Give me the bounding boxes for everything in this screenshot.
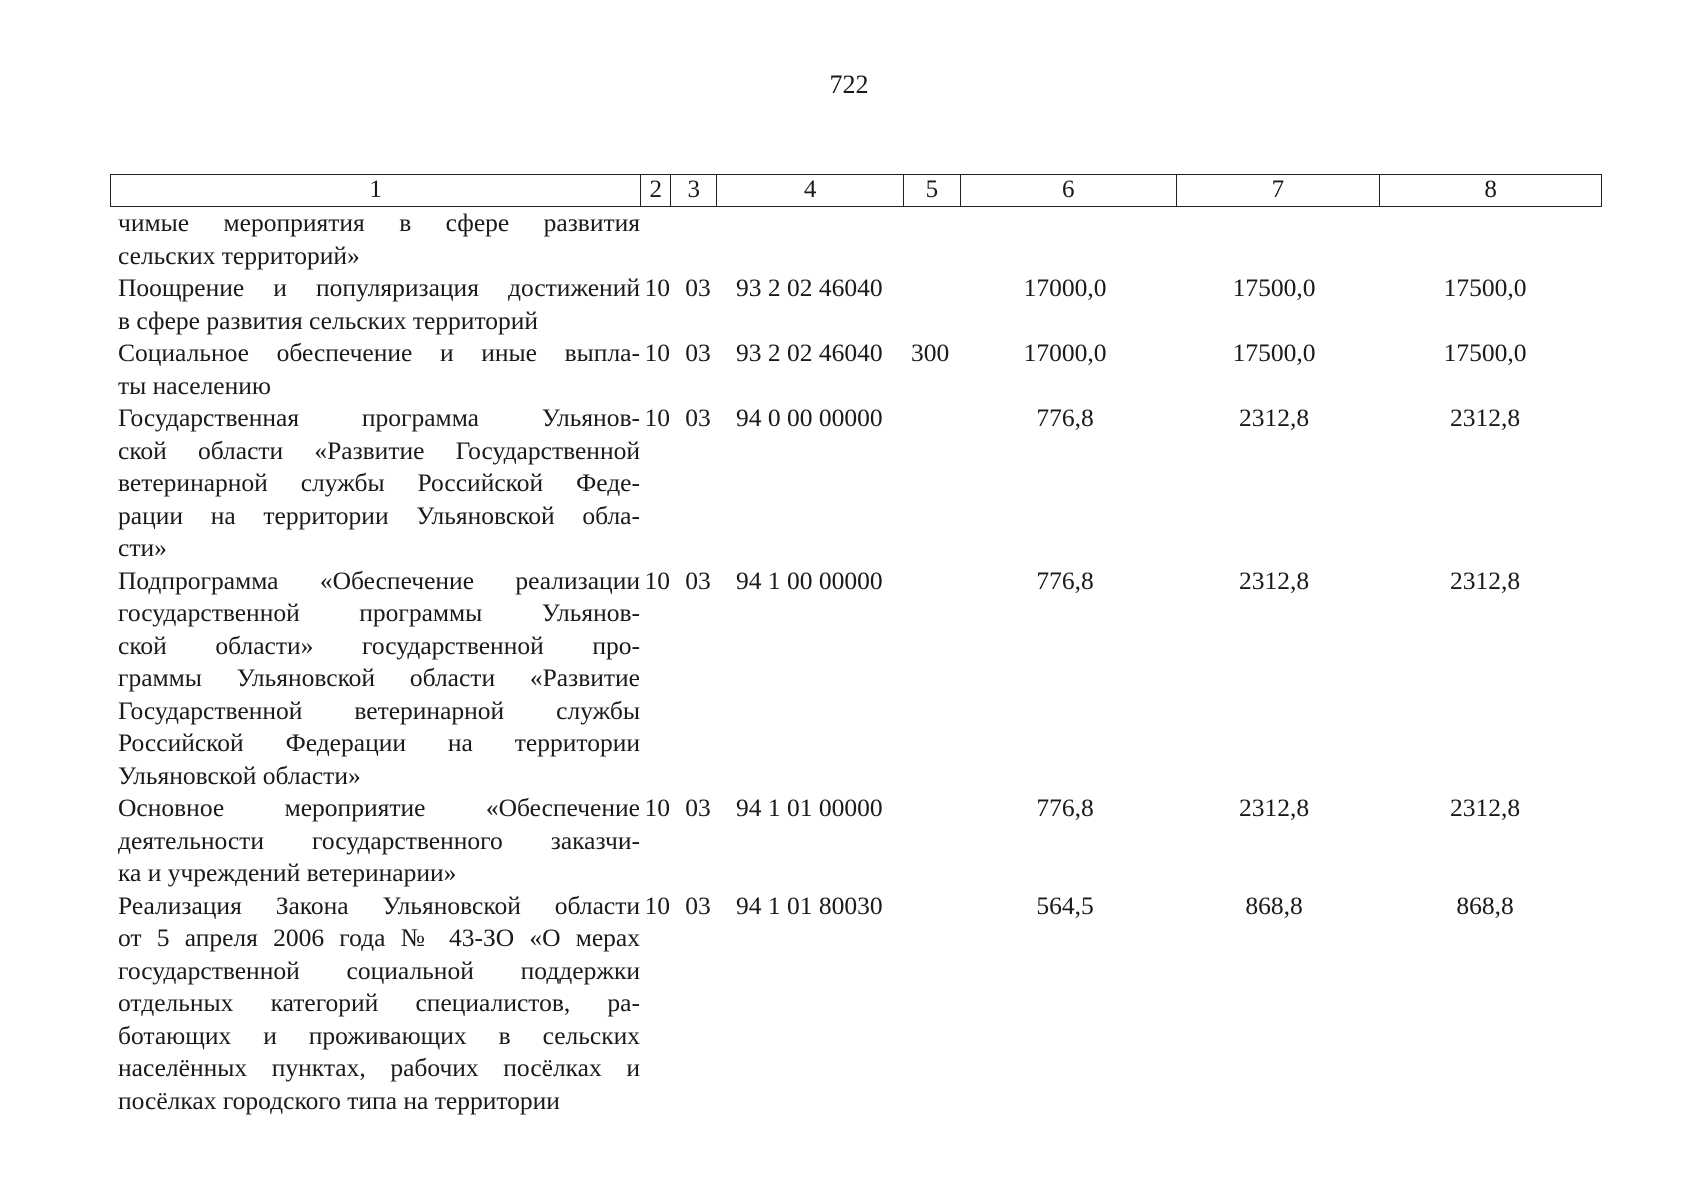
row-name-line: Подпрограмма «Обеспечение реализации bbox=[118, 565, 640, 595]
row-c5-cell: 300 bbox=[911, 338, 950, 367]
row-c7-cell: 17500,0 bbox=[1232, 273, 1316, 302]
row-c6-cell: 17000,0 bbox=[1023, 273, 1107, 302]
table-body bbox=[110, 207, 1602, 1117]
row-c4-cell: 94 1 01 00000 bbox=[736, 793, 883, 822]
row-c2-cell: 10 bbox=[644, 338, 670, 367]
header-col-3: 3 bbox=[670, 175, 716, 206]
row-name-cell bbox=[110, 337, 640, 402]
row-c6-cell: 776,8 bbox=[1036, 565, 1094, 595]
row-name-line: государственной социальной поддержки bbox=[118, 955, 640, 985]
row-name-line: сти» bbox=[118, 533, 167, 562]
row-name-line: посёлках городского типа на территории bbox=[118, 1085, 560, 1115]
row-c4-cell: 94 0 00 00000 bbox=[736, 403, 883, 432]
row-c3-cell: 03 bbox=[685, 273, 711, 302]
row-name-line: ты населению bbox=[118, 370, 271, 400]
row-c8-cell: 868,8 bbox=[1456, 890, 1514, 920]
row-name-cell bbox=[110, 792, 640, 890]
row-c6-cell: 776,8 bbox=[1036, 793, 1094, 822]
table-header-row bbox=[110, 174, 1602, 207]
row-name-cell bbox=[110, 272, 640, 337]
row-name-line: ской области» государственной про- bbox=[118, 630, 640, 660]
row-c6-cell: 564,5 bbox=[1036, 890, 1094, 920]
header-col-7: 7 bbox=[1176, 175, 1380, 206]
row-c4-cell: 93 2 02 46040 bbox=[736, 338, 883, 367]
row-name-line: Государственная программа Ульянов- bbox=[118, 403, 640, 432]
row-name-line: ской области «Развитие Государственной bbox=[118, 435, 640, 465]
table-row bbox=[110, 890, 1602, 1118]
row-c2-cell: 10 bbox=[644, 273, 670, 302]
row-name-line: Государственной ветеринарной службы bbox=[118, 695, 640, 725]
row-name-line: Российской Федерации на территории bbox=[118, 728, 640, 757]
header-col-1: 1 bbox=[369, 176, 382, 203]
row-name-line: граммы Ульяновской области «Развитие bbox=[118, 663, 640, 692]
row-c7-cell: 17500,0 bbox=[1232, 338, 1316, 367]
row-c3-cell: 03 bbox=[685, 793, 711, 822]
row-name-line: ботающих и проживающих в сельских bbox=[118, 1020, 640, 1050]
row-c3-cell: 03 bbox=[685, 565, 711, 595]
row-c3-cell: 03 bbox=[685, 403, 711, 432]
row-c6-cell: 17000,0 bbox=[1023, 338, 1107, 367]
row-c7-cell: 2312,8 bbox=[1238, 403, 1310, 432]
table-row bbox=[110, 565, 1602, 793]
row-c4-cell: 93 2 02 46040 bbox=[736, 273, 883, 302]
row-name-line: государственной программы Ульянов- bbox=[118, 598, 640, 627]
header-col-8: 8 bbox=[1379, 175, 1601, 206]
row-name-cell bbox=[110, 565, 640, 793]
row-name-line: населённых пунктах, рабочих посёлках и bbox=[118, 1053, 640, 1082]
row-c8-cell: 17500,0 bbox=[1443, 338, 1527, 367]
row-name-line: Реализация Закона Ульяновской области bbox=[118, 890, 640, 920]
header-col-5: 5 bbox=[903, 175, 960, 206]
row-name-line: чимые мероприятия в сфере развития bbox=[118, 208, 640, 237]
row-name-line: Ульяновской области» bbox=[118, 760, 361, 790]
budget-table bbox=[110, 174, 1602, 1117]
row-c8-cell: 2312,8 bbox=[1449, 565, 1521, 595]
row-name-line: Социальное обеспечение и иные выпла- bbox=[118, 338, 640, 367]
row-name-line: от 5 апреля 2006 года № 43-ЗО «О мерах bbox=[118, 923, 640, 952]
header-col-4: 4 bbox=[716, 175, 903, 206]
row-c4-cell: 94 1 00 00000 bbox=[736, 565, 883, 595]
row-c2-cell: 10 bbox=[644, 793, 670, 822]
row-name-line: рации на территории Ульяновской обла- bbox=[118, 500, 640, 530]
row-name-line: отдельных категорий специалистов, ра- bbox=[118, 988, 640, 1017]
table-row bbox=[110, 272, 1602, 337]
page-number: 722 bbox=[829, 70, 869, 99]
row-name-line: Поощрение и популяризация достижений bbox=[118, 273, 640, 302]
row-c7-cell: 2312,8 bbox=[1238, 565, 1310, 595]
row-c6-cell: 776,8 bbox=[1036, 403, 1094, 432]
row-c3-cell: 03 bbox=[685, 890, 711, 920]
row-c3-cell: 03 bbox=[685, 338, 711, 367]
row-name-cell bbox=[110, 402, 640, 565]
row-name-line: ветеринарной службы Российской Феде- bbox=[118, 468, 640, 497]
row-name-cell bbox=[110, 207, 640, 272]
header-col-2: 2 bbox=[640, 175, 670, 206]
row-c2-cell: 10 bbox=[644, 565, 670, 595]
row-name-line: в сфере развития сельских территорий bbox=[118, 305, 539, 335]
table-row bbox=[110, 792, 1602, 890]
row-c7-cell: 868,8 bbox=[1245, 890, 1303, 920]
row-c7-cell: 2312,8 bbox=[1238, 793, 1310, 822]
row-c8-cell: 2312,8 bbox=[1449, 403, 1521, 432]
row-name-cell bbox=[110, 890, 640, 1118]
table-row bbox=[110, 337, 1602, 402]
row-name-line: сельских территорий» bbox=[118, 240, 360, 270]
row-c4-cell: 94 1 01 80030 bbox=[736, 890, 883, 920]
row-name-line: Основное мероприятие «Обеспечение bbox=[118, 793, 640, 822]
row-c8-cell: 17500,0 bbox=[1443, 273, 1527, 302]
table-row bbox=[110, 207, 1602, 272]
row-name-line: деятельности государственного заказчи- bbox=[118, 825, 640, 855]
row-name-line: ка и учреждений ветеринарии» bbox=[118, 858, 457, 887]
row-c8-cell: 2312,8 bbox=[1449, 793, 1521, 822]
table-row bbox=[110, 402, 1602, 565]
row-c2-cell: 10 bbox=[644, 890, 670, 920]
header-col-6: 6 bbox=[960, 175, 1176, 206]
row-c2-cell: 10 bbox=[644, 403, 670, 432]
